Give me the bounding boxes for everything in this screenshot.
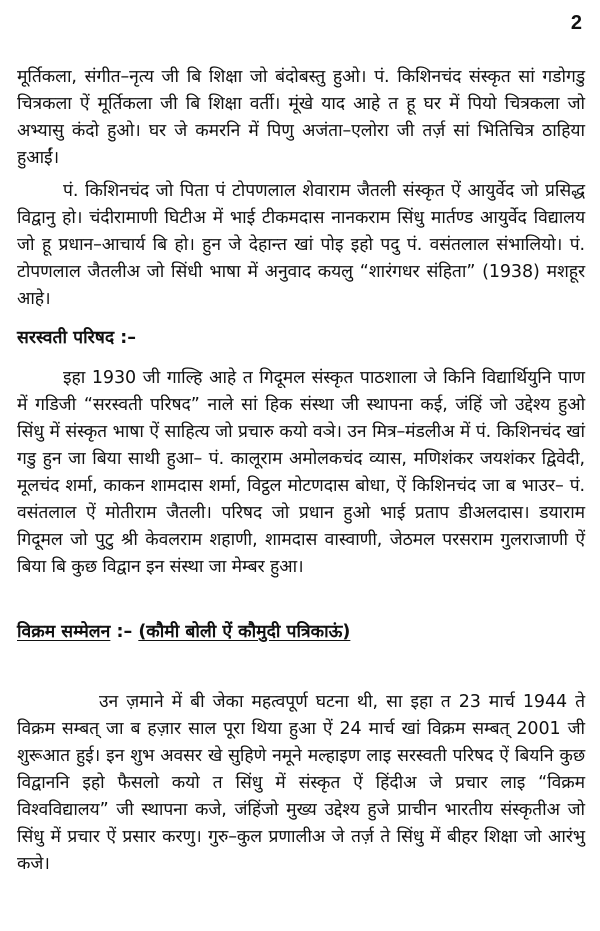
heading-vikram-separator: :– [110, 622, 139, 642]
paragraph-vikram-event: उन ज़माने में बी जेका महत्वपूर्ण घटना थी, सा इहा त 23 मार्च 1944 ते विक्रम सम्बत् जा ब हज़ार साल पूरा थिया हुआ ऐं 24 मार्च खां विक्रम सम्बत् 2001 जी शुरूआत हुई। इन शुभ अवसर खे सुहिणे नमूने मल्हाइण लाइ सरस्वती परिषद ऐं बियनि कुछ विद्वाननि इहो फैसलो कयो त सिंधु में संस्कृत ऐं हिंदीअ जे प्रचार लाइ “विक्रम विश्वविद्यालय” जी स्थापना कजे, जंहिंजो मुख्य उद्देश्य हुजे प्राचीन भारतीय संस्कृतीअ जो सिंधु में प्रचार ऐं प्रसार करणु। गुरु–कुल प्रणालीअ जे तर्ज़ ते सिंधु में बीहर शिक्षा जो आरंभु कजे। [17, 692, 585, 874]
heading-vikram-sammelan [17, 619, 585, 646]
paragraph-parishad-founding: इहा 1930 जी गाल्हि आहे त गिदूमल संस्कृत पाठशाला जे किनि विद्यार्थियुनि पाण में गडिजी “सरस्वती परिषद” नाले सां हिक संस्था जी स्थापना कई, जंहिं जो उद्देश्य हुओ सिंधु में संस्कृत भाषा ऐं साहित्य जो प्रचारु कयो वञे। उन मित्र–मंडलीअ में पं. किशिनचंद खां गडु हुन जा बिया साथी हुआ– पं. कालूराम अमोलकचंद व्यास, मणिशंकर जयशंकर द्विवेदी, मूलचंद शर्मा, काकन शामदास शर्मा, विट्ठल मोटणदास बोधा, ऐं किशिनचंद जा ब भाउर– पं. वसंतलाल ऐं मोतीराम जैतली। परिषद जो प्रधान हुओ भाई प्रताप डीअलदास। डयाराम गिदूमल जो पुटु श्री केवलराम शहाणी, शामदास वास्वाणी, जेठमल परसराम गुलराजाणी ऐं बिया बि कुछ विद्वान इन संस्था जा मेम्बर हुआ। [17, 368, 585, 577]
heading-vikram-title: विक्रम सम्मेलन [17, 622, 111, 642]
paragraph-father-topanlal: पं. किशिनचंद जो पिता पं टोपणलाल शेवाराम जैतली संस्कृत ऐं आयुर्वेद जो प्रसिद्ध विद्वानु हो। चंदीरामाणी घिटीअ में भाई टीकमदास नानकराम सिंधु मार्तण्ड आयुर्वेद विद्यालय जो हू प्रधान–आचार्य बि हो। हुन जे देहान्त खां पोइ इहो पदु पं. वसंतलाल संभालियो। पं. टोपणलाल जैतलीअ जो सिंधी भाषा में अनुवाद कयलु “शारंगधर संहिता” (1938) मशहूर आहे। [17, 181, 585, 309]
paragraph-arts-education: मूर्तिकला, संगीत–नृत्य जी बि शिक्षा जो बंदोबस्तु हुओ। पं. किशिनचंद संस्कृत सां गडोगडु चित्रकला ऐं मूर्तिकला जी बि शिक्षा वर्ती। मूंखे याद आहे त हू घर में पियो चित्रकला जो अभ्यासु कंदो हुओ। घर जे कमरनि में पिणु अजंता–एलोरा जी तर्ज़ सां भितिचित्र ठाहिया हुआईं। [17, 67, 585, 168]
heading-saraswati-parishad: सरस्वती परिषद :– [17, 328, 137, 348]
document-body [17, 64, 585, 878]
heading-vikram-subtitle: (कौमी बोली ऐं कौमुदी पत्रिकाऊं) [138, 622, 351, 642]
page-number: 2 [570, 12, 582, 34]
